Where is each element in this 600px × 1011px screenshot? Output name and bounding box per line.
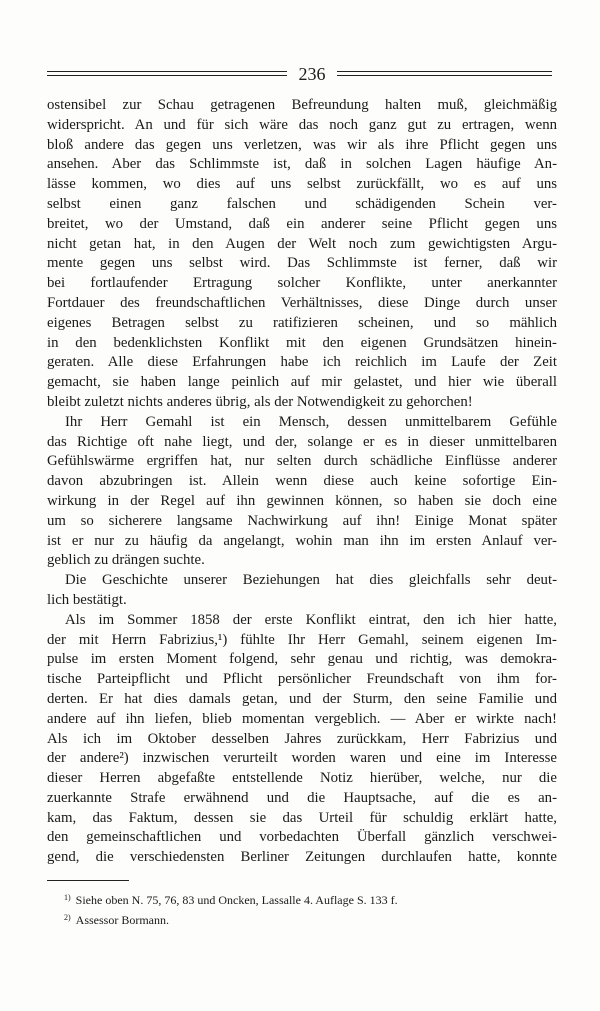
text-line: derten. Er hat dies damals getan, und der Sturm, den seine Familie und [47, 690, 557, 707]
text-line: den gemeinschaftlichen und vorbedachten Überfall gänzlich verschwei- [47, 829, 557, 846]
text-line: selbst einen ganz falschen und schädigenden Schein ver- [47, 195, 557, 212]
footnotes [64, 889, 544, 929]
text-line: geblich zu drängen suchte. [47, 552, 205, 569]
footnote-mark: 2) [64, 913, 71, 922]
text-line: lich bestätigt. [47, 591, 127, 608]
text-line: in den bedenklichsten Konflikt mit den eigenen Grundsätzen hinein- [47, 334, 557, 351]
text-line: dieser Herren abgefaßte entstellende Notiz hierüber, welche, nur die [47, 770, 557, 787]
page-header [47, 62, 552, 86]
footnote-rule [47, 880, 129, 881]
text-line: ist er nur zu häufig da angelangt, wohin man ihn im ersten Anlauf ver- [47, 532, 557, 549]
text-line: geraten. Alle diese Erfahrungen habe ich reichlich im Laufe der Zeit [47, 354, 557, 371]
footnote-text: Siehe oben N. 75, 76, 83 und Oncken, Lassalle 4. Auflage S. 133 f. [75, 893, 398, 907]
text-line: Gefühlswärme ergriffen hat, nur selten durch schädliche Einflüsse anderer [47, 453, 557, 470]
footnote [64, 889, 544, 909]
text-line: gemacht, sie haben lange peinlich auf mir gelastet, und hier wie überall [47, 374, 557, 391]
footnote [64, 909, 544, 929]
text-line: eigenes Betragen selbst zu ratifizieren scheinen, und so mählich [47, 314, 557, 331]
text-line: Als im Sommer 1858 der erste Konflikt eintrat, den ich hier hatte, [65, 611, 557, 628]
page-number: 236 [298, 64, 326, 84]
text-line: Fortdauer des freundschaftlichen Verhältnisses, diese Dinge durch unser [47, 294, 557, 311]
footnote-text: Assessor Bormann. [75, 913, 169, 927]
text-line: pulse im ersten Moment folgend, sehr genau und richtig, was demokra- [47, 651, 557, 668]
text-line: widerspricht. An und für sich wäre das noch ganz gut zu ertragen, wenn [47, 116, 557, 133]
text-line: bleibt zuletzt nichts anderes übrig, als der Notwendigkeit zu gehorchen! [47, 393, 473, 410]
body-text [47, 96, 557, 868]
text-line: Die Geschichte unserer Beziehungen hat dies gleichfalls sehr deut- [65, 572, 557, 589]
text-line: tische Parteipflicht und Pflicht persönlicher Freundschaft von ihm for- [47, 671, 557, 688]
text-line: ostensibel zur Schau getragenen Befreundung halten muß, gleichmäßig [47, 97, 557, 113]
text-line: davon abzubringen ist. Allein wenn diese auch keine sofortige Ein- [47, 473, 557, 490]
text-line: wirkung in der Regel auf ihn gewinnen können, so haben sie doch eine [47, 492, 557, 509]
text-line: zuerkannte Strafe erwähnend und die Hauptsache, auf die es an- [47, 789, 557, 806]
text-line: lässe kommen, wo dies auf uns selbst zurückfällt, wo es auf uns [47, 176, 557, 193]
text-line: Ihr Herr Gemahl ist ein Mensch, dessen unmittelbarem Gefühle [65, 413, 557, 430]
text-line: gend, die verschiedensten Berliner Zeitungen durchlaufen hatte, konnte [47, 849, 557, 866]
text-line: der andere²) inzwischen verurteilt worden waren und eine im Interesse [47, 750, 557, 767]
text-line: bei fortlaufender Ertragung solcher Konflikte, unter anerkannter [47, 275, 557, 292]
header-rule-left [47, 71, 287, 77]
text-line: Als ich im Oktober desselben Jahres zurückkam, Herr Fabrizius und [47, 730, 557, 747]
text-line: der mit Herrn Fabrizius,¹) fühlte Ihr Herr Gemahl, seinem eigenen Im- [47, 631, 557, 648]
text-line: um so sicherere langsame Nachwirkung auf ihn! Einige Monat später [47, 512, 557, 529]
footnote-mark: 1) [64, 893, 71, 902]
header-rule-right [337, 71, 552, 77]
text-line: ansehen. Aber das Schlimmste ist, daß in solchen Lagen häufige An- [47, 156, 557, 173]
text-line: kam, das Faktum, dessen sie das Urteil für schuldig erklärt hatte, [47, 809, 557, 826]
text-line: mente gegen uns selbst wird. Das Schlimmste ist ferner, daß wir [47, 255, 557, 272]
text-line: bloß andere das gegen uns verletzen, was wir als ihre Pflicht gegen uns [47, 136, 557, 153]
text-line: andere auf ihn liefen, blieb momentan vergeblich. — Aber er wirkte nach! [47, 710, 557, 727]
text-line: nicht getan hat, in den Augen der Welt noch zum gewichtigsten Argu- [47, 235, 557, 252]
text-line: das Richtige oft nahe liegt, und der, solange er es in dieser unmittelbaren [47, 433, 557, 450]
text-line: breitet, wo der Umstand, daß ein anderer seine Pflicht gegen uns [47, 215, 557, 232]
